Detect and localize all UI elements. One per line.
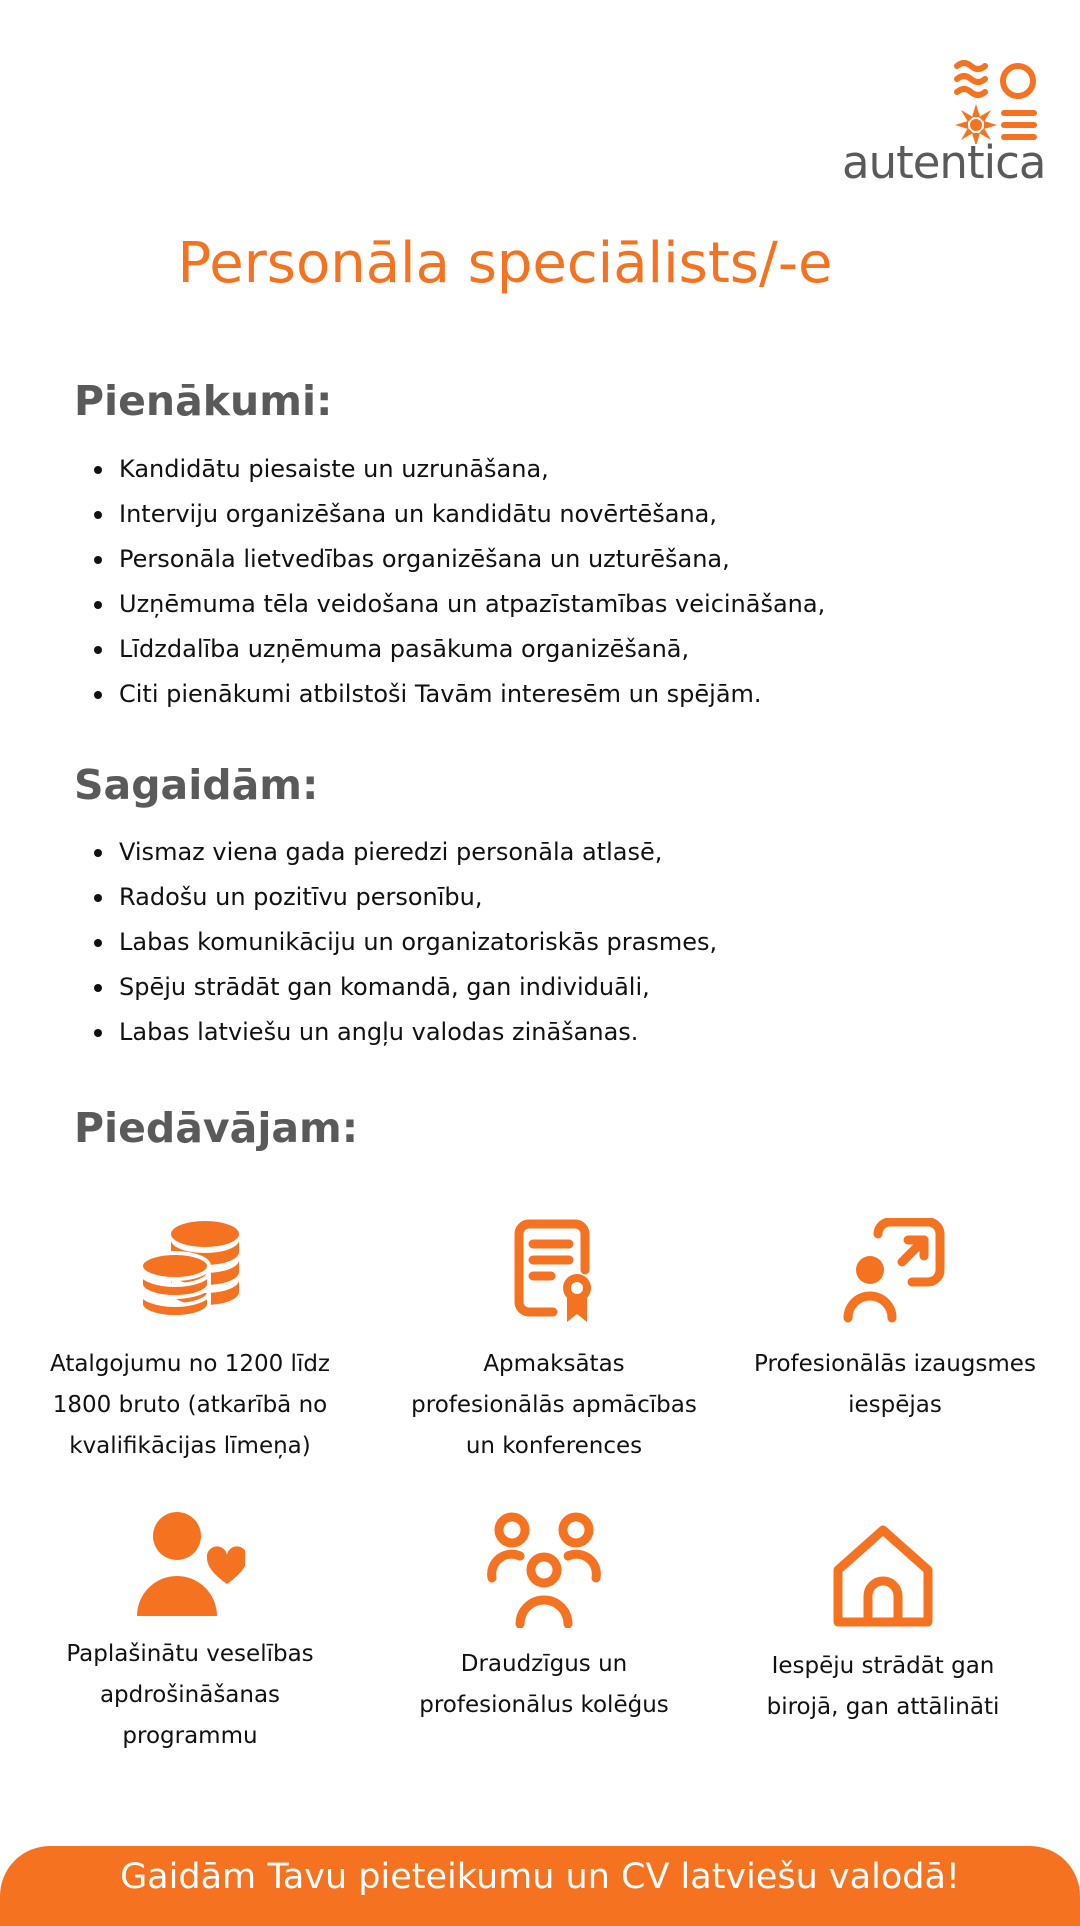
bullet-icon: [94, 691, 102, 699]
offer-text: Draudzīgus un profesionālus kolēģus: [419, 1651, 669, 1718]
requirements-list: [74, 830, 717, 1055]
home-icon: [830, 1524, 936, 1630]
bullet-icon: [94, 466, 102, 474]
offer-training: [404, 1218, 704, 1467]
responsibilities-list: [74, 447, 825, 717]
brand-name: autentica: [842, 136, 1046, 189]
list-item: Interviju organizēšana un kandidātu novērtēšana,: [74, 492, 825, 537]
bullet-icon: [94, 601, 102, 609]
offer-text: Atalgojumu no 1200 līdz 1800 bruto (atkarībā no kvalifikācijas līmeņa): [49, 1351, 331, 1459]
offer-colleagues: [394, 1512, 694, 1726]
bullet-icon: [94, 984, 102, 992]
list-item: Uzņēmuma tēla veidošana un atpazīstamības veicināšana,: [74, 582, 825, 627]
offer-growth: [745, 1218, 1045, 1426]
list-item: Labas komunikāciju un organizatoriskās prasmes,: [74, 920, 717, 965]
offers-heading: Piedāvājam:: [74, 1104, 359, 1152]
offer-text: Paplašinātu veselības apdrošināšanas programmu: [66, 1641, 314, 1749]
page-title: Personāla speciālists/-e: [177, 231, 833, 296]
bullet-icon: [94, 939, 102, 947]
bullet-icon: [94, 894, 102, 902]
bullet-icon: [94, 1029, 102, 1037]
list-item: Personāla lietvedības organizēšana un uzturēšana,: [74, 537, 825, 582]
list-item: Labas latviešu un angļu valodas zināšanas.: [74, 1010, 717, 1055]
bullet-icon: [94, 511, 102, 519]
offer-text: Profesionālās izaugsmes iespējas: [754, 1351, 1036, 1418]
autentica-logo: [842, 58, 1046, 198]
coins-icon: [135, 1218, 245, 1324]
waves-sun-sparkle-lines-icon: [842, 58, 1042, 144]
certificate-icon: [509, 1218, 599, 1324]
person-heart-icon: [135, 1512, 245, 1618]
offer-salary: [40, 1218, 340, 1467]
list-item: Radošu un pozitīvu personību,: [74, 875, 717, 920]
bullet-icon: [94, 849, 102, 857]
growth-icon: [840, 1218, 950, 1324]
bullet-icon: [94, 646, 102, 654]
list-item: Spēju strādāt gan komandā, gan individuāli,: [74, 965, 717, 1010]
list-item: Citi pienākumi atbilstoši Tavām interesēm un spējām.: [74, 672, 825, 717]
team-icon: [486, 1512, 602, 1628]
call-to-action-banner: [0, 1846, 1080, 1926]
call-to-action-text: Gaidām Tavu pieteikumu un CV latviešu valodā!: [120, 1857, 960, 1897]
offer-text: Iespēju strādāt gan birojā, gan attālināti: [766, 1653, 1000, 1720]
offer-text: Apmaksātas profesionālās apmācības un konferences: [411, 1351, 697, 1459]
list-item: Līdzdalība uzņēmuma pasākuma organizēšanā,: [74, 627, 825, 672]
list-item: Kandidātu piesaiste un uzrunāšana,: [74, 447, 825, 492]
offer-remote-work: [733, 1524, 1033, 1728]
offer-insurance: [40, 1512, 340, 1757]
list-item: Vismaz viena gada pieredzi personāla atlasē,: [74, 830, 717, 875]
requirements-heading: Sagaidām:: [74, 761, 319, 809]
bullet-icon: [94, 556, 102, 564]
responsibilities-heading: Pienākumi:: [74, 377, 333, 425]
